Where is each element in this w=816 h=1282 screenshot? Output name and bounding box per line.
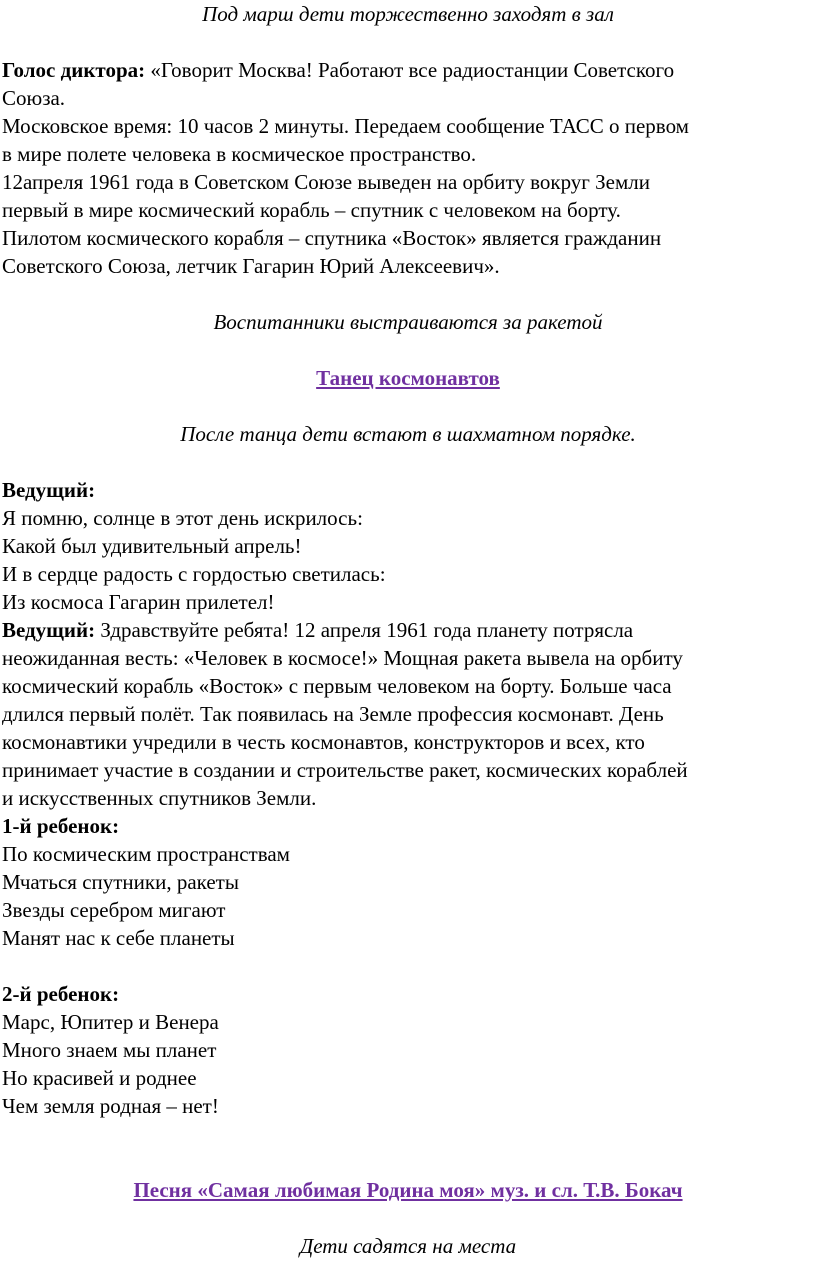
blank-line [2,1204,814,1232]
blank-line [2,952,814,980]
blank-line [2,280,814,308]
child-1-label: 1-й ребенок: [2,814,120,838]
blank-line [2,28,814,56]
host-line: длился первый полёт. Так появилась на Земле профессия космонавт. День [2,702,664,726]
poem-line: Я помню, солнце в этот день искрилось: [2,506,363,530]
stage-direction-rocket: Воспитанники выстраиваются за ракетой [213,310,603,334]
dance-title-link[interactable]: Танец космонавтов [316,366,500,390]
host-line: и искусственных спутников Земли. [2,786,317,810]
child-2-label: 2-й ребенок: [2,982,120,1006]
blank-line [2,336,814,364]
song-title-link[interactable]: Песня «Самая любимая Родина моя» муз. и сл. Т.В. Бокач [133,1178,683,1202]
blank-line [2,1148,814,1176]
stage-direction-seats: Дети садятся на места [299,1234,517,1258]
host-line: Здравствуйте ребята! 12 апреля 1961 года планету потрясла [95,618,634,642]
announcer-line: Московское время: 10 часов 2 минуты. Передаем сообщение ТАСС о первом [2,114,689,138]
blank-line [2,1120,814,1148]
poem-line: Мчаться спутники, ракеты [2,870,239,894]
blank-line [2,448,814,476]
announcer-line: первый в мире космический корабль – спутник с человеком на борту. [2,198,621,222]
stage-direction-checkerboard: После танца дети встают в шахматном порядке. [180,422,636,446]
poem-line: И в сердце радость с гордостью светилась: [2,562,386,586]
announcer-line: Союза. [2,86,66,110]
announcer-paragraph [2,56,814,84]
poem-line: Марс, Юпитер и Венера [2,1010,219,1034]
announcer-line: в мире полете человека в космическое пространство. [2,142,477,166]
dance-title-paragraph [2,364,814,392]
host-label: Ведущий: [2,618,96,642]
announcer-label: Голос диктора: [2,58,146,82]
song-title-paragraph [2,1176,814,1204]
announcer-line: Пилотом космического корабля – спутника «Восток» является гражданин [2,226,662,250]
stage-direction-entrance: Под марш дети торжественно заходят в зал [202,2,614,26]
host-label: Ведущий: [2,478,96,502]
poem-line: Чем земля родная – нет! [2,1094,219,1118]
poem-line: Из космоса Гагарин прилетел! [2,590,275,614]
host-line: принимает участие в создании и строительстве ракет, космических кораблей [2,758,688,782]
poem-line: Манят нас к себе планеты [2,926,235,950]
document-page [2,0,814,1260]
poem-line: Много знаем мы планет [2,1038,217,1062]
poem-line: По космическим пространствам [2,842,290,866]
blank-line [2,392,814,420]
host-paragraph [2,616,814,644]
announcer-line: 12апреля 1961 года в Советском Союзе выведен на орбиту вокруг Земли [2,170,651,194]
host-line: космонавтики учредили в честь космонавтов, конструкторов и всех, кто [2,730,645,754]
announcer-line: Советского Союза, летчик Гагарин Юрий Алексеевич». [2,254,500,278]
poem-line: Но красивей и роднее [2,1066,197,1090]
announcer-line: «Говорит Москва! Работают все радиостанции Советского [145,58,675,82]
host-line: неожиданная весть: «Человек в космосе!» Мощная ракета вывела на орбиту [2,646,683,670]
poem-line: Какой был удивительный апрель! [2,534,302,558]
host-line: космический корабль «Восток» с первым человеком на борту. Больше часа [2,674,672,698]
poem-line: Звезды серебром мигают [2,898,226,922]
